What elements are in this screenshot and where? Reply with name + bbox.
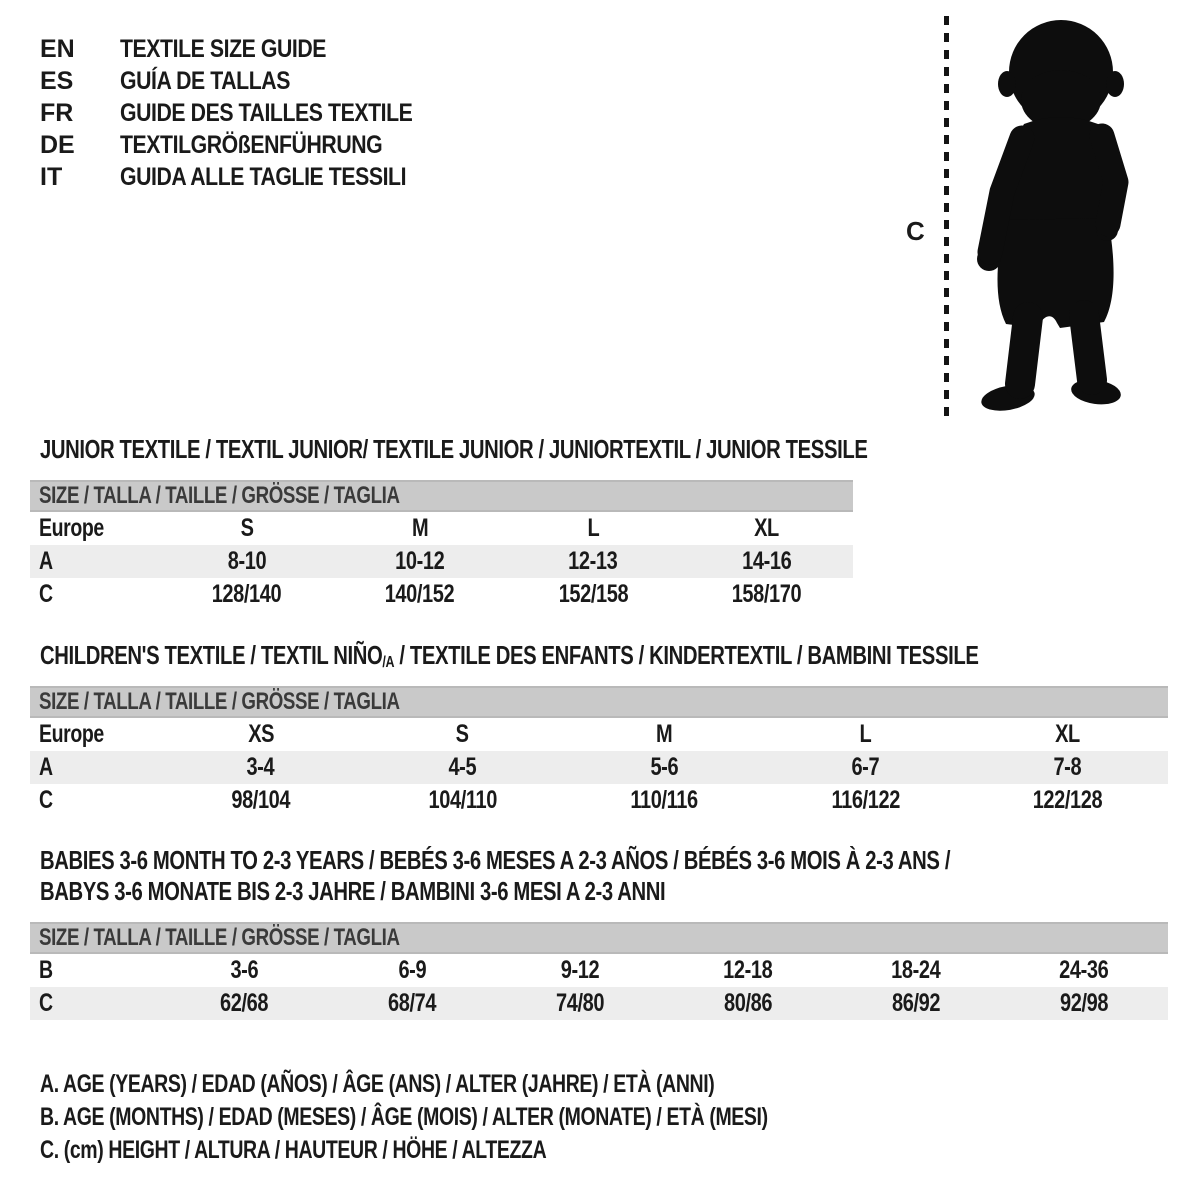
legend-age-years: A. AGE (YEARS) / EDAD (AÑOS) / ÂGE (ANS) / ALTER (JAHRE) / ETÀ (ANNI) (40, 1070, 715, 1098)
table-row-height (30, 578, 853, 611)
months-cell: 18-24 (891, 956, 941, 984)
months-cell: 9-12 (560, 956, 600, 984)
height-cell: 80/86 (723, 989, 773, 1017)
size-cell: S (240, 514, 254, 542)
height-cell: 74/80 (555, 989, 605, 1017)
height-cell: 128/140 (211, 580, 282, 608)
toddler-silhouette-icon (958, 12, 1148, 422)
table-row-age (30, 545, 853, 578)
height-cell: 158/170 (731, 580, 802, 608)
row-label: C (39, 989, 53, 1017)
language-row-it (40, 161, 464, 193)
age-cell: 10-12 (395, 547, 445, 575)
height-cell: 122/128 (1032, 786, 1102, 814)
age-cell: 4-5 (448, 753, 477, 781)
babies-size-header-bar (30, 922, 1168, 954)
height-measure-label: C (906, 216, 925, 246)
babies-heading-line2: BABYS 3-6 MONATE BIS 2-3 JAHRE / BAMBINI 3-6 MESI A 2-3 ANNI (40, 876, 666, 906)
junior-heading-text: JUNIOR TEXTILE / TEXTIL JUNIOR/ TEXTILE JUNIOR / JUNIORTEXTIL / JUNIOR TESSILE (40, 434, 868, 464)
guide-title-de: TEXTILGRÖßENFÜHRUNG (120, 131, 383, 159)
children-heading-text: CHILDREN'S TEXTILE / TEXTIL NIÑO/A / TEXTILE DES ENFANTS / KINDERTEXTIL / BAMBINI TESSILE (40, 640, 979, 671)
size-cell: L (587, 514, 600, 542)
legend (40, 1068, 973, 1167)
height-measure-dashed-line (944, 16, 949, 416)
size-cell: L (859, 720, 872, 748)
table-row-europe (30, 718, 1168, 751)
guide-title-fr: GUIDE DES TAILLES TEXTILE (120, 99, 413, 127)
row-label: Europe (39, 514, 104, 542)
legend-height-cm: C. (cm) HEIGHT / ALTURA / HAUTEUR / HÖHE / ALTEZZA (40, 1136, 547, 1164)
language-list (40, 33, 464, 193)
size-cell: S (455, 720, 469, 748)
language-code: DE (40, 131, 75, 159)
height-cell: 62/68 (219, 989, 269, 1017)
babies-heading-line1: BABIES 3-6 MONTH TO 2-3 YEARS / BEBÉS 3-6 MESES A 2-3 AÑOS / BÉBÉS 3-6 MOIS À 2-3 ANS / (40, 845, 951, 875)
row-label: C (39, 580, 53, 608)
table-row-height (30, 784, 1168, 817)
age-cell: 8-10 (227, 547, 266, 575)
size-header-text: SIZE / TALLA / TAILLE / GRÖSSE / TAGLIA (39, 482, 400, 509)
height-cell: 98/104 (231, 786, 291, 814)
age-cell: 12-13 (568, 547, 618, 575)
age-cell: 5-6 (650, 753, 678, 781)
language-code: EN (40, 35, 75, 63)
nino-a-subscript: /A (382, 654, 395, 671)
row-label: C (39, 786, 53, 814)
height-cell: 92/98 (1059, 989, 1109, 1017)
table-row-age (30, 751, 1168, 784)
language-row-fr (40, 97, 464, 129)
height-cell: 152/158 (558, 580, 628, 608)
row-label: Europe (39, 720, 104, 748)
height-cell: 86/92 (891, 989, 941, 1017)
size-cell: XL (1054, 720, 1080, 748)
language-row-en (40, 33, 464, 65)
age-cell: 14-16 (741, 547, 791, 575)
age-cell: 6-7 (851, 753, 880, 781)
language-code: IT (40, 163, 63, 191)
guide-title-es: GUÍA DE TALLAS (120, 67, 290, 95)
months-cell: 3-6 (230, 956, 258, 984)
row-label: A (39, 547, 53, 575)
guide-title-en: TEXTILE SIZE GUIDE (120, 35, 327, 63)
row-label: A (39, 753, 53, 781)
table-row-height (30, 987, 1168, 1020)
age-cell: 3-4 (246, 753, 275, 781)
size-cell: XS (247, 720, 274, 748)
language-row-es (40, 65, 464, 97)
junior-size-table (30, 480, 853, 611)
size-header-text: SIZE / TALLA / TAILLE / GRÖSSE / TAGLIA (39, 924, 400, 951)
language-code: ES (40, 67, 74, 95)
months-cell: 6-9 (398, 956, 426, 984)
height-cell: 68/74 (387, 989, 437, 1017)
height-cell: 110/116 (630, 786, 698, 814)
table-row-europe (30, 512, 853, 545)
junior-section-heading (40, 434, 1101, 464)
height-cell: 140/152 (385, 580, 455, 608)
junior-size-header-bar (30, 480, 853, 512)
guide-title-it: GUIDA ALLE TAGLIE TESSILI (120, 163, 407, 191)
children-size-table (30, 686, 1168, 817)
table-row-months (30, 954, 1168, 987)
height-cell: 116/122 (831, 786, 900, 814)
size-cell: M (411, 514, 428, 542)
months-cell: 12-18 (723, 956, 773, 984)
age-cell: 7-8 (1053, 753, 1082, 781)
children-size-header-bar (30, 686, 1168, 718)
height-cell: 104/110 (428, 786, 497, 814)
children-section-heading (40, 640, 1200, 678)
language-code: FR (40, 99, 74, 127)
size-cell: M (655, 720, 673, 748)
babies-size-table (30, 922, 1168, 1020)
babies-section-heading (40, 845, 1200, 907)
row-label: B (39, 956, 53, 984)
language-row-de (40, 129, 464, 161)
months-cell: 24-36 (1059, 956, 1109, 984)
size-cell: XL (753, 514, 779, 542)
legend-age-months: B. AGE (MONTHS) / EDAD (MESES) / ÂGE (MOIS) / ALTER (MONATE) / ETÀ (MESI) (40, 1103, 768, 1131)
size-header-text: SIZE / TALLA / TAILLE / GRÖSSE / TAGLIA (39, 688, 400, 715)
